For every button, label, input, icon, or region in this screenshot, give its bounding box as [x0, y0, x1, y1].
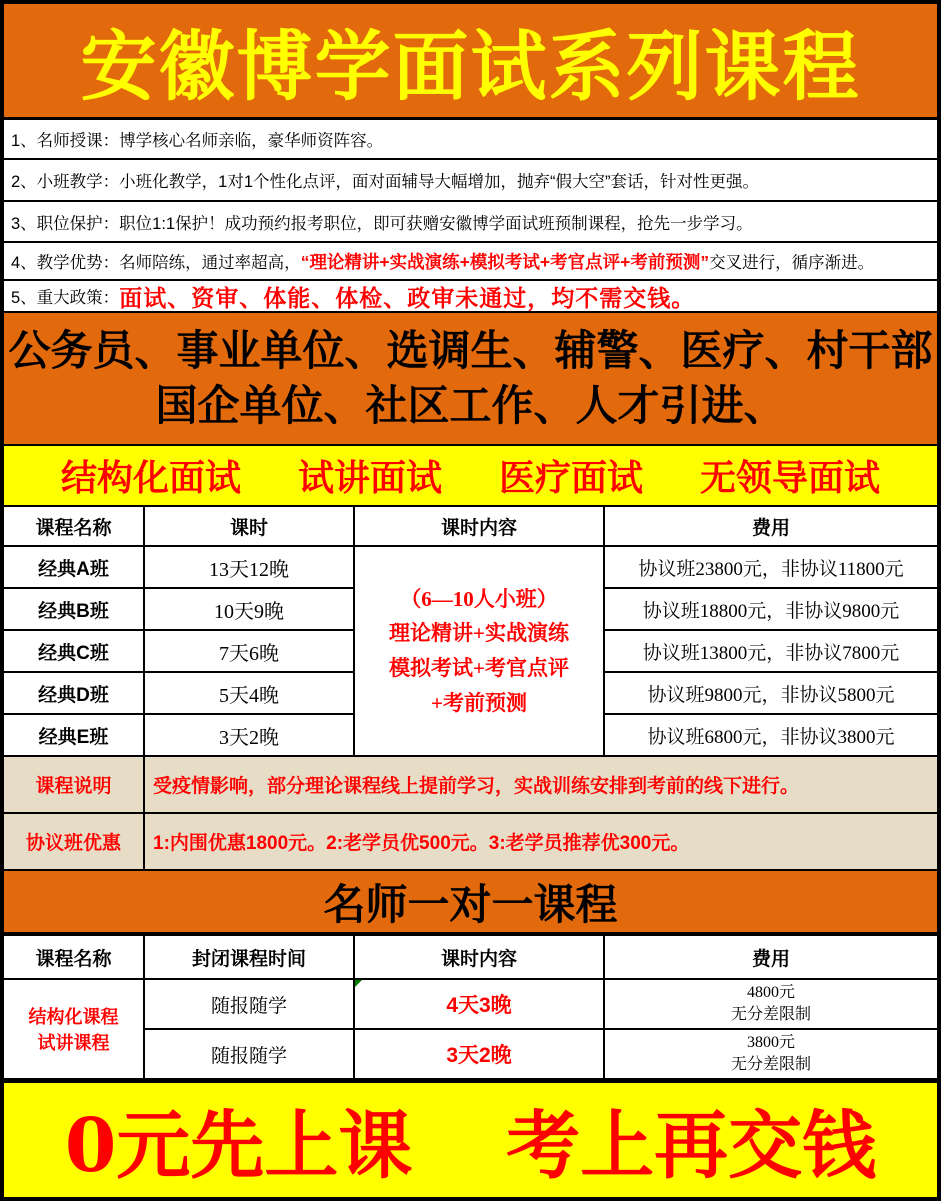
course-name: 经典C班 [4, 630, 144, 672]
course-note-row [4, 756, 937, 813]
table-row [4, 979, 937, 1029]
feature-text: 5、重大政策： [11, 289, 120, 307]
course-name: 试讲课程 [37, 1033, 110, 1053]
feature-item-1 [4, 120, 937, 160]
course-content-merged-cell [354, 546, 604, 756]
course-duration: 10天9晚 [144, 588, 354, 630]
feature-highlight: “理论精讲+实战演练+模拟考试+考官点评+考前预测” [300, 251, 710, 272]
note-text: 受疫情影响，部分理论课程线上提前学习，实战训练安排到考前的线下进行。 [144, 756, 937, 813]
feature-item-5 [4, 281, 937, 311]
feature-item-2 [4, 160, 937, 202]
course-fee: 协议班6800元，非协议3800元 [604, 714, 937, 756]
course-fee: 协议班13800元，非协议7800元 [604, 630, 937, 672]
feature-text: 3、职位保护：职位1:1保护！成功预约报考职位，即可获赠安徽博学面试班预制课程，抢先一步学习。 [11, 214, 753, 233]
fee-condition: 无分差限制 [730, 1006, 811, 1023]
course-duration: 5天4晚 [144, 672, 354, 714]
interview-type-lecture: 试讲面试 [297, 457, 442, 498]
feature-highlight: 面试、资审、体能、体检、政审未通过，均不需交钱。 [119, 284, 696, 311]
content-line: 模拟考试+考官点评 [389, 656, 569, 680]
course-name: 结构化课程 [28, 1007, 119, 1027]
one-on-one-table [4, 934, 937, 1080]
slogan-left: 0元先上课 [64, 1103, 413, 1189]
note-text: 1:内围优惠1800元。2:老学员优500元。3:老学员推荐优300元。 [144, 813, 937, 870]
feature-text: 1、名师授课：博学核心名师亲临，豪华师资阵容。 [11, 132, 384, 150]
course-fee: 协议班18800元，非协议9800元 [604, 588, 937, 630]
course-duration [354, 979, 604, 1029]
course-fee: 协议班23800元，非协议11800元 [604, 546, 937, 588]
fee-condition: 无分差限制 [730, 1056, 811, 1073]
column-header-content: 课时内容 [354, 935, 604, 979]
course-fee [604, 979, 937, 1029]
table-row [4, 546, 937, 588]
audience-line-1: 公务员、事业单位、选调生、辅警、医疗、村干部 [8, 327, 933, 375]
discount-note-row [4, 813, 937, 870]
title-band [4, 4, 937, 120]
content-line: 理论精讲+实战演练 [389, 621, 569, 646]
footer-slogan-band [4, 1080, 937, 1197]
column-header-fee: 费用 [604, 506, 937, 546]
interview-types-band [4, 444, 937, 505]
course-fee [604, 1029, 937, 1079]
course-duration: 3天2晚 [144, 714, 354, 756]
course-table [4, 505, 937, 871]
course-fee: 协议班9800元，非协议5800元 [604, 672, 937, 714]
interview-type-medical: 医疗面试 [498, 457, 643, 498]
duration-text: 3天2晚 [446, 1044, 512, 1067]
feature-item-4 [4, 243, 937, 281]
interview-type-leaderless: 无领导面试 [699, 457, 880, 498]
column-header-schedule: 封闭课程时间 [144, 935, 354, 979]
course-duration: 13天12晚 [144, 546, 354, 588]
course-schedule: 随报随学 [144, 1029, 354, 1079]
cell-corner-marker-icon [355, 980, 362, 987]
note-label: 协议班优惠 [4, 813, 144, 870]
column-header-hours: 课时 [144, 506, 354, 546]
table-header-row [4, 506, 937, 546]
course-name: 经典A班 [4, 546, 144, 588]
column-header-fee: 费用 [604, 935, 937, 979]
interview-type-structured: 结构化面试 [60, 457, 241, 498]
note-label: 课程说明 [4, 756, 144, 813]
feature-text: 交叉进行，循序渐进。 [709, 254, 875, 272]
table-row [4, 1029, 937, 1079]
fee-amount: 3800元 [746, 1033, 795, 1051]
course-name: 经典B班 [4, 588, 144, 630]
feature-item-3 [4, 202, 937, 243]
column-header-course-name: 课程名称 [4, 935, 144, 979]
course-duration [354, 1029, 604, 1079]
audience-line-2: 国企单位、社区工作、人才引进、 [155, 381, 786, 429]
course-names-merged-cell [4, 979, 144, 1079]
one-on-one-title: 名师一对一课程 [323, 880, 618, 928]
column-header-course-name: 课程名称 [4, 506, 144, 546]
course-name: 经典D班 [4, 672, 144, 714]
duration-text: 4天3晚 [446, 994, 512, 1017]
table-header-row [4, 935, 937, 979]
course-schedule: 随报随学 [144, 979, 354, 1029]
audience-band [4, 311, 937, 444]
course-duration: 7天6晚 [144, 630, 354, 672]
column-header-content: 课时内容 [354, 506, 604, 546]
page-title: 安徽博学面试系列课程 [80, 22, 861, 111]
course-name: 经典E班 [4, 714, 144, 756]
slogan-right: 考上再交钱 [506, 1103, 877, 1189]
fee-amount: 4800元 [746, 983, 795, 1001]
feature-text: 4、教学优势：名师陪练，通过率超高， [11, 254, 301, 272]
feature-text: 2、小班教学：小班化教学，1对1个性化点评，面对面辅导大幅增加，抛弃“假大空”套话，针对性更强。 [11, 173, 760, 191]
content-line: +考前预测 [431, 690, 527, 715]
content-line: （6—10人小班） [400, 586, 558, 611]
one-on-one-band [4, 871, 937, 934]
